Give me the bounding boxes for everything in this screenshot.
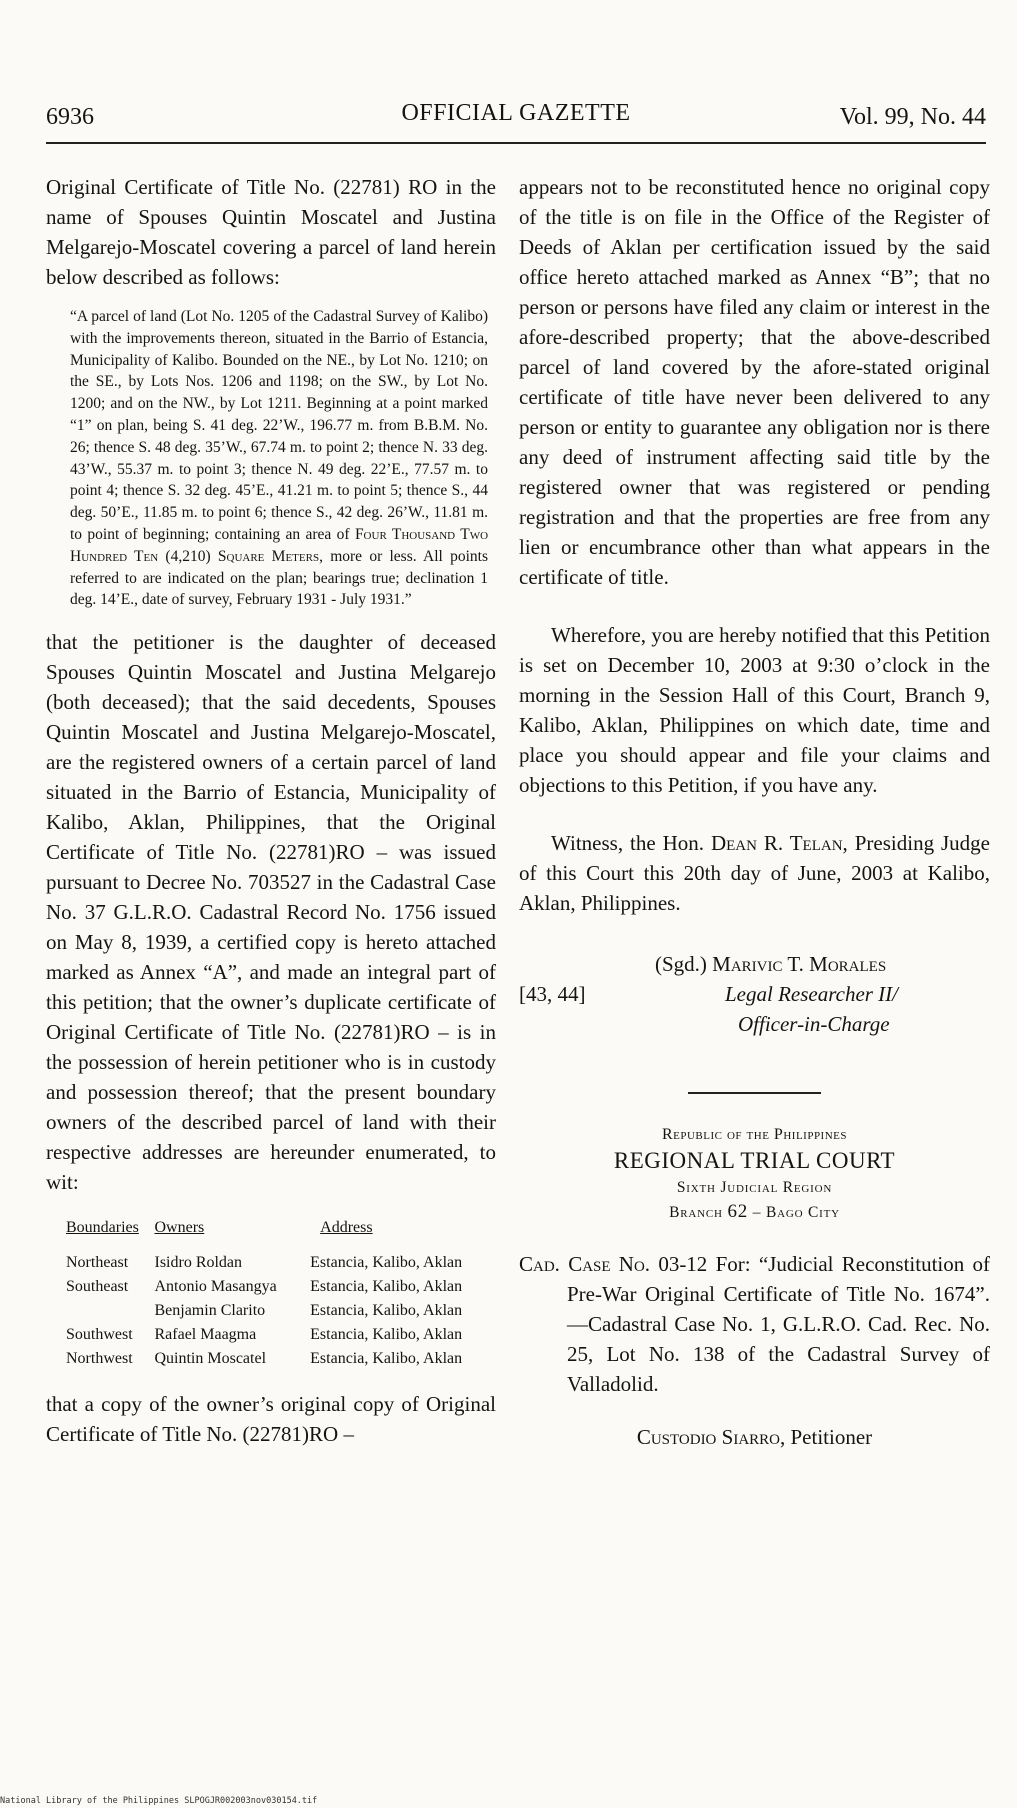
table-row xyxy=(66,1323,502,1347)
sgd-prefix: (Sgd.) xyxy=(655,952,707,976)
quote-area-number: (4,210) xyxy=(165,547,211,565)
page-number: 6936 xyxy=(46,104,94,130)
case-text: 03-12 For: “Judicial Reconstitution of Pre-War Original Certificate of Title No. 1674”.—Cadastral Case No. 1, G.L.R.O. Cad. Rec. No. 25, Lot No. 138 of the Cadastral Survey of Valladolid. xyxy=(567,1252,990,1396)
intro-paragraph: Original Certificate of Title No. (22781) RO in the name of Spouses Quintin Moscatel and Justina Melgarejo-Moscatel covering a parcel of land herein below described as follows: xyxy=(46,175,496,289)
cell-boundary: Southeast xyxy=(66,1278,129,1296)
table-row xyxy=(66,1275,502,1299)
cell-boundary: Northwest xyxy=(66,1350,133,1368)
signatory-title-2: Officer-in-Charge xyxy=(738,1012,890,1036)
cell-address: Estancia, Kalibo, Aklan xyxy=(310,1254,463,1272)
branch-label: Branch xyxy=(669,1204,723,1221)
page-header xyxy=(46,96,986,136)
cell-address: Estancia, Kalibo, Aklan xyxy=(310,1326,463,1344)
quote-units: Square Meters xyxy=(217,547,320,565)
cell-address: Estancia, Kalibo, Aklan xyxy=(310,1350,463,1368)
table-row xyxy=(66,1347,502,1371)
wherefore-paragraph: Wherefore, you are hereby notified that this Petition is set on December 10, 2003 at 9:30 o’clock in the morning in the Session Hall of this Court, Branch 9, Kalibo, Aklan, Philippines on which date, time and place you should appear and file your claims and objections to this Petition, if you have any. xyxy=(519,623,990,797)
quote-area-words: Four Thousand Two Hundred Ten xyxy=(70,525,489,565)
branch-city: – Bago City xyxy=(752,1204,840,1221)
cell-address: Estancia, Kalibo, Aklan xyxy=(310,1278,463,1296)
witness-paragraph xyxy=(519,828,990,918)
table-row xyxy=(66,1299,502,1323)
court-heading: REGIONAL TRIAL COURT xyxy=(613,1148,896,1173)
cell-owner: Benjamin Clarito xyxy=(154,1302,266,1320)
case-caption xyxy=(519,1249,990,1399)
cell-boundary xyxy=(66,1299,154,1323)
cell-address: Estancia, Kalibo, Aklan xyxy=(310,1302,463,1320)
cell-boundary: Southwest xyxy=(66,1326,133,1344)
region-heading: Sixth Judicial Region xyxy=(676,1179,833,1196)
cell-owner: Antonio Masangya xyxy=(154,1278,277,1296)
right-column xyxy=(519,172,990,1450)
section-divider xyxy=(688,1092,821,1094)
continuation-paragraph: appears not to be reconstituted hence no original copy of the title is on file in the Office of the Register of Deeds of Aklan per certification issued by the said office hereto attached marked as Annex “B”; that no person or persons have filed any claim or interest in the afore-described property; that the above-described parcel of land covered by the afore-stated original certificate of title have never been delivered to any person or entity to guarantee any obligation nor is there any deed of instrument affecting said title by the registered owner that was registered or pending registration and that the properties are free from any lien or encumbrance other than what appears in the certificate of title. xyxy=(519,175,990,589)
publication-title: OFFICIAL GAZETTE xyxy=(401,100,631,126)
table-header-row xyxy=(66,1219,502,1251)
header-boundaries: Boundaries xyxy=(66,1219,139,1237)
signatory-name: Marivic T. Morales xyxy=(712,952,887,976)
header-rule xyxy=(46,142,986,144)
republic-heading: Republic of the Philippines xyxy=(661,1126,848,1143)
cell-owner: Isidro Roldan xyxy=(154,1254,243,1272)
case-label: Cad. Case No. xyxy=(519,1252,651,1276)
table-row xyxy=(66,1251,502,1275)
signatory-title-1: Legal Researcher II/ xyxy=(725,982,899,1006)
branch-number: 62 xyxy=(727,1201,749,1222)
petitioner-name: Custodio Siarro xyxy=(636,1425,780,1449)
volume-number: Vol. 99, No. 44 xyxy=(839,104,986,130)
judge-name: Dean R. Telan xyxy=(710,831,843,855)
closing-paragraph: that a copy of the owner’s original copy of Original Certificate of Title No. (22781)RO – xyxy=(46,1392,496,1447)
cell-owner: Rafael Maagma xyxy=(154,1326,257,1344)
petitioner-role: , Petitioner xyxy=(780,1425,873,1449)
body-paragraph: that the petitioner is the daughter of deceased Spouses Quintin Moscatel and Justina Melgarejo (both deceased); that the said decedents, Spouses Quintin Moscatel and Justina Melgarejo-Moscatel, are the registered owners of a certain parcel of land situated in the Barrio of Estancia, Municipality of Kalibo, Aklan, Philippines, that the Original Certificate of Title No. (22781)RO – was issued pursuant to Decree No. 703527 in the Cadastral Case No. 37 G.L.R.O. Cadastral Record No. 1756 issued on May 8, 1939, a certified copy is hereto attached marked as Annex “A”, and made an integral part of this petition; that the owner’s duplicate certificate of Original Certificate of Title No. (22781)RO – is in the possession of herein petitioner who is in custody and possession thereof; that the present boundary owners of the described parcel of land with their respective addresses are hereunder enumerated, to wit: xyxy=(46,630,496,1195)
left-column xyxy=(46,172,496,1449)
quote-part-a: “A parcel of land (Lot No. 1205 of the Cadastral Survey of Kalibo) with the improvements thereon, situated in the Barrio of Estancia, Municipality of Kalibo. Bounded on the NE., by Lot No. 1210; on the SE., by Lots Nos. 1206 and 1198; on the SW., by Lot No. 1200; and on the NW., by Lot 1211. Beginning at a point marked “1” on plan, being S. 41 deg. 22’W., 196.77 m. from B.B.M. No. 26; thence S. 48 deg. 35’W., 67.74 m. to point 2; thence N. 33 deg. 43’W., 55.37 m. to point 3; thence N. 49 deg. 22’E., 77.57 m. to point 4; thence S. 32 deg. 45’E., 41.21 m. to point 5; thence S., 44 deg. 50’E., 11.85 m. to point 6; thence S., 42 deg. 26’W., 11.81 m. to point of beginning; containing an area of xyxy=(70,308,488,543)
branch-heading xyxy=(519,1200,990,1225)
land-description-quote xyxy=(70,306,488,611)
signature-block xyxy=(519,952,990,1062)
header-owners: Owners xyxy=(154,1219,205,1237)
cell-owner: Quintin Moscatel xyxy=(154,1350,267,1368)
scan-footer: National Library of the Philippines SLPOGJR002003nov030154.tif xyxy=(0,1796,318,1806)
signatory-line xyxy=(655,952,886,977)
issue-code: [43, 44] xyxy=(519,982,586,1006)
witness-text-b: , Presiding Judge of this Court this 20th day of June, 2003 at Kalibo, Aklan, Philippines. xyxy=(519,831,991,915)
header-address: Address xyxy=(320,1219,373,1237)
cell-boundary: Northeast xyxy=(66,1254,129,1272)
petitioner-line xyxy=(519,1425,990,1450)
witness-text-a: Witness, the Hon. xyxy=(551,831,705,855)
boundary-table xyxy=(66,1219,502,1371)
quote-part-c: , more or less. All points referred to are indicated on the plan; bearings true; declination 1 deg. 14’E., date of survey, February 1931 - July 1931.” xyxy=(70,547,488,609)
